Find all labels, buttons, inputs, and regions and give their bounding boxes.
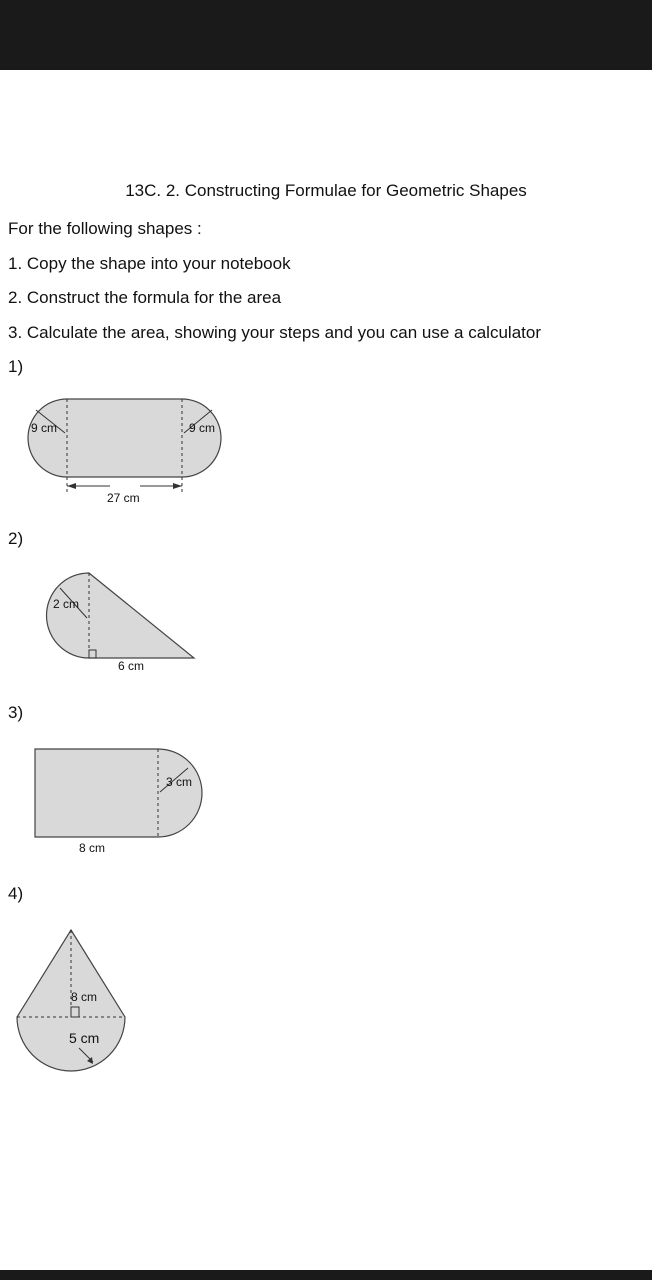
instruction-2: 2. Construct the formula for the area [8, 288, 282, 307]
rectangle-semicircle-shape [35, 749, 202, 837]
instruction-3: 3. Calculate the area, showing your steps and you can use a calculator [8, 323, 541, 342]
label-radius-right: 9 cm [189, 421, 216, 435]
label-height: 8 cm [71, 990, 98, 1004]
label-length: 27 cm [107, 491, 140, 505]
label-diameter: 5 cm [69, 1030, 100, 1046]
problem-2-number: 2) [8, 529, 24, 548]
problem-3-figure [0, 740, 220, 860]
problem-1-figure [0, 380, 260, 515]
label-radius-left: 9 cm [31, 421, 58, 435]
problem-2-figure [0, 560, 220, 680]
problem-4-number: 4) [8, 884, 24, 903]
label-radius: 2 cm [53, 597, 80, 611]
top-status-bar [0, 0, 652, 70]
problem-1-number: 1) [8, 357, 24, 376]
label-base: 6 cm [118, 659, 145, 673]
problem-4-figure [0, 920, 160, 1080]
stadium-shape [28, 399, 221, 477]
instruction-1: 1. Copy the shape into your notebook [8, 254, 291, 273]
worksheet-title: 13C. 2. Constructing Formulae for Geometric Shapes [125, 181, 527, 200]
label-length: 8 cm [79, 841, 106, 855]
intro-text: For the following shapes : [8, 219, 202, 238]
bottom-bar [0, 1270, 652, 1280]
problem-3-number: 3) [8, 703, 24, 722]
semicircle-triangle-shape [47, 573, 195, 658]
label-radius: 3 cm [166, 775, 193, 789]
